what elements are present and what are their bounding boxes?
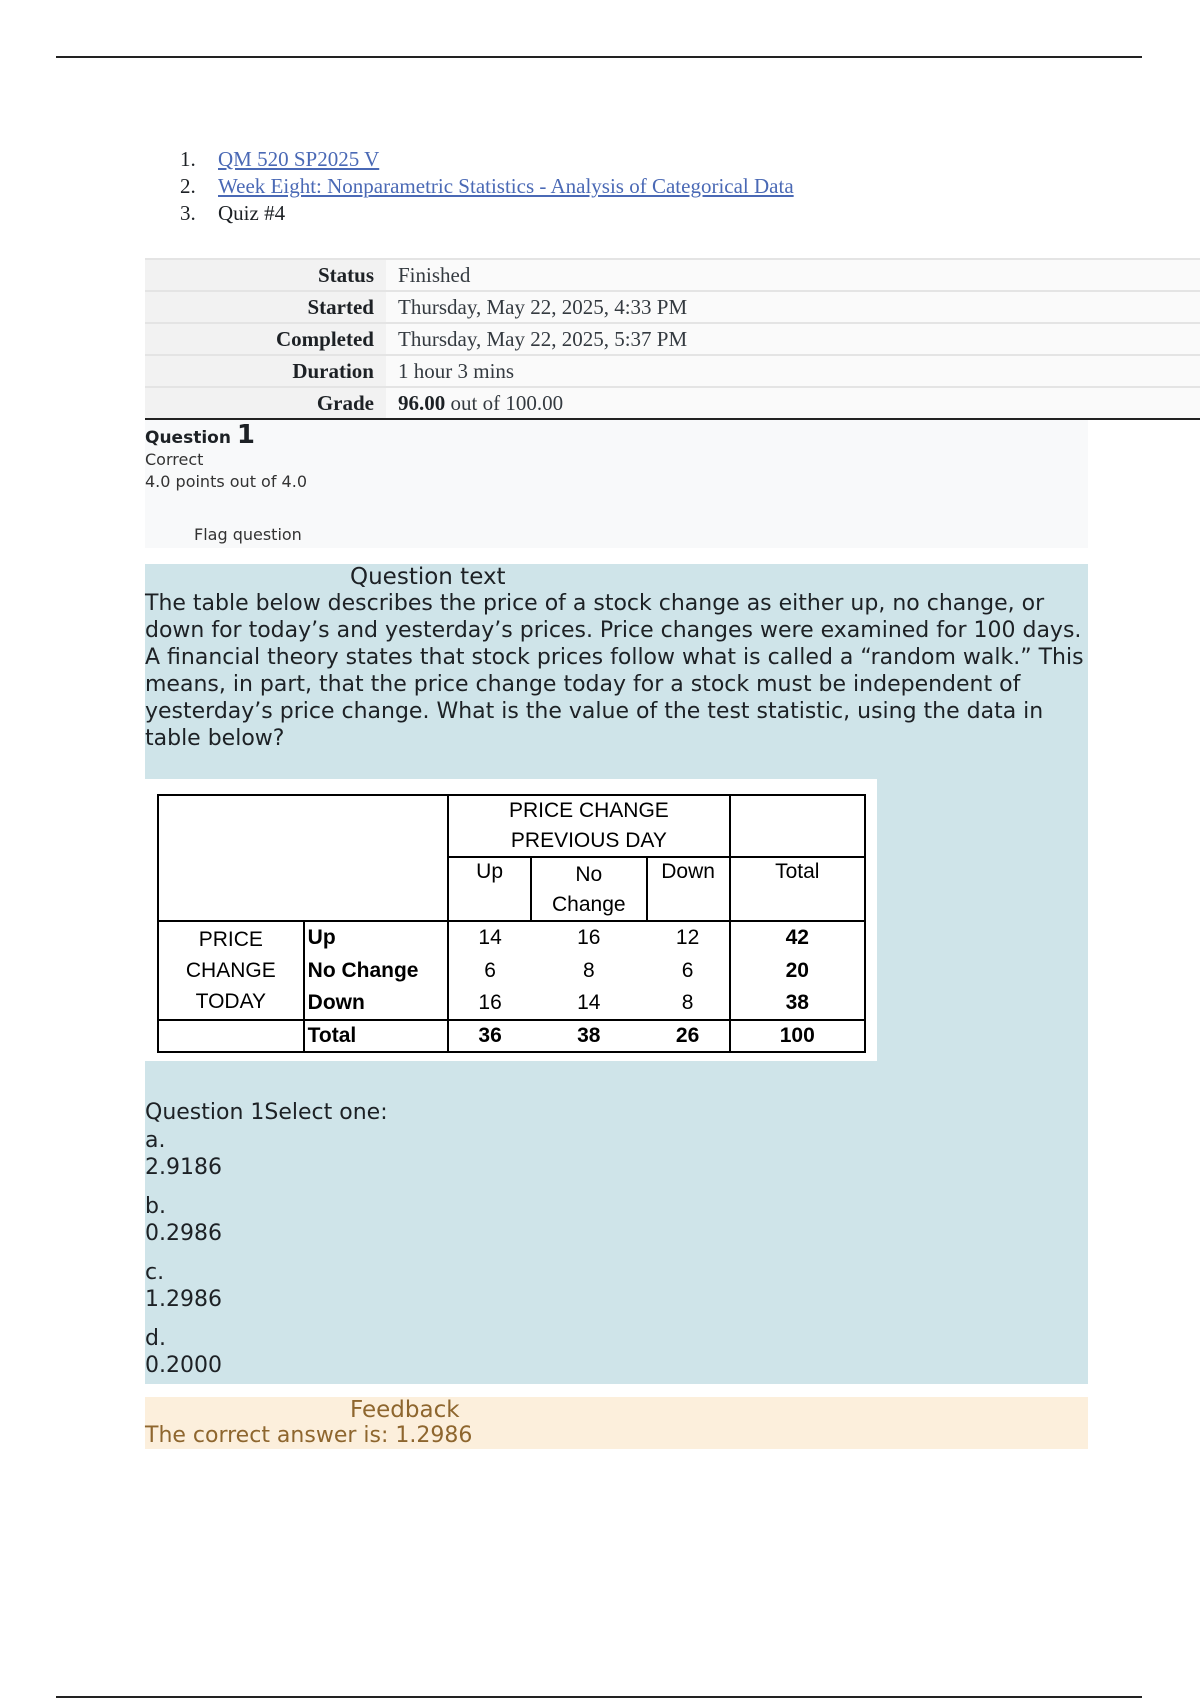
breadcrumb-link-week[interactable]: Week Eight: Nonparametric Statistics - Analysis of Categorical Data <box>218 174 794 198</box>
started-label: Started <box>145 291 386 323</box>
column-total: 38 <box>531 1020 647 1052</box>
question-number <box>145 420 255 450</box>
breadcrumb-link-course[interactable]: QM 520 SP2025 V <box>218 147 380 171</box>
breadcrumb-number: 3. <box>180 201 196 225</box>
breadcrumb-number: 2. <box>180 174 196 198</box>
breadcrumb-current: Quiz #4 <box>218 201 286 225</box>
grand-total: 100 <box>730 1020 866 1052</box>
total-row-label: Total <box>304 1020 449 1052</box>
table-cell: 6 <box>484 958 496 982</box>
option-value: 2.9186 <box>145 1155 222 1180</box>
col-group-line: PRICE CHANGE <box>508 799 669 822</box>
data-table-container <box>145 779 877 1061</box>
row-label: Down <box>304 987 449 1020</box>
table-cell: 12 <box>647 921 730 954</box>
feedback-heading: Feedback <box>350 1397 460 1423</box>
table-row <box>158 795 865 857</box>
completed-label: Completed <box>145 323 386 355</box>
col-header-no-change <box>531 857 647 921</box>
table-cell: 8 <box>647 987 730 1020</box>
row-group-line: CHANGE <box>185 959 276 982</box>
row-label: No Change <box>304 954 449 987</box>
flag-question-button[interactable]: Flag question <box>194 525 302 544</box>
option-value: 0.2986 <box>145 1221 222 1246</box>
summary-row-duration <box>145 355 1200 387</box>
table-cell: 14 <box>448 921 531 954</box>
option-letter: a. <box>145 1128 166 1153</box>
col-group-line: PREVIOUS DAY <box>510 829 667 852</box>
top-rule <box>56 56 1142 58</box>
table-cell <box>730 795 866 857</box>
breadcrumb-item <box>180 146 794 173</box>
started-value: Thursday, May 22, 2025, 4:33 PM <box>386 291 1200 323</box>
col-header-line: Change <box>552 893 626 916</box>
summary-row-completed <box>145 323 1200 355</box>
column-total: 36 <box>448 1020 531 1052</box>
summary-row-grade <box>145 387 1200 419</box>
col-header-total: Total <box>730 857 866 921</box>
table-corner-cell <box>158 795 448 921</box>
answer-option-a[interactable] <box>145 1127 222 1181</box>
bottom-rule <box>56 1696 1142 1698</box>
row-total: 20 <box>730 954 866 987</box>
answer-prompt: Question 1Select one: <box>145 1100 388 1125</box>
table-cell: 16 <box>478 991 502 1014</box>
answer-option-c[interactable] <box>145 1259 222 1313</box>
table-row-total <box>158 1020 865 1052</box>
duration-value: 1 hour 3 mins <box>386 355 1200 387</box>
table-cell: 8 <box>582 958 595 982</box>
question-grade: 4.0 points out of 4.0 <box>145 472 307 491</box>
row-group-line: PRICE <box>198 928 263 951</box>
row-total: 42 <box>730 921 866 954</box>
feedback-text: The correct answer is: 1.2986 <box>145 1423 473 1448</box>
feedback-panel <box>145 1397 1088 1449</box>
row-total: 38 <box>730 987 866 1020</box>
column-total: 26 <box>647 1020 730 1052</box>
grade-score: 96.00 <box>398 390 446 415</box>
answer-option-b[interactable] <box>145 1193 222 1247</box>
breadcrumb-item <box>180 200 794 227</box>
table-cell <box>158 1020 304 1052</box>
option-value: 1.2986 <box>145 1287 222 1312</box>
question-number-value: 1 <box>236 420 255 450</box>
table-cell: 16 <box>531 921 647 954</box>
col-header-down: Down <box>647 857 730 921</box>
breadcrumb-number: 1. <box>180 147 196 171</box>
col-header-line: No <box>575 863 603 886</box>
question-state: Correct <box>145 450 204 469</box>
question-text: The table below describes the price of a stock change as either up, no change, or down for today’s and yesterday’s prices. Price changes were examined for 100 days. A financial theory states that stock prices follow what is called a “random walk.” This means, in part, that the price change today for a stock must be independent of yesterday’s price change. What is the value of the test statistic, using the data in table below? <box>145 591 1084 751</box>
question-text-heading: Question text <box>350 564 506 590</box>
option-value: 0.2000 <box>145 1353 222 1378</box>
breadcrumb <box>180 146 794 227</box>
table-row <box>158 921 865 954</box>
contingency-table <box>157 794 866 1053</box>
question-info <box>145 420 1088 548</box>
grade-out-of: out of 100.00 <box>445 390 564 415</box>
option-letter: b. <box>145 1194 166 1219</box>
summary-row-status <box>145 259 1200 291</box>
col-group-header <box>448 795 729 857</box>
option-letter: c. <box>145 1260 165 1285</box>
status-label: Status <box>145 259 386 291</box>
question-content <box>145 564 1088 1384</box>
status-value: Finished <box>386 259 1200 291</box>
completed-value: Thursday, May 22, 2025, 5:37 PM <box>386 323 1200 355</box>
summary-row-started <box>145 291 1200 323</box>
row-label: Up <box>304 921 449 954</box>
col-header-up: Up <box>448 857 531 921</box>
row-group-header <box>158 921 304 1020</box>
row-group-line: TODAY <box>195 990 267 1013</box>
option-letter: d. <box>145 1326 166 1351</box>
quiz-summary-table <box>145 258 1200 420</box>
grade-value <box>386 387 1200 419</box>
answer-option-d[interactable] <box>145 1325 222 1379</box>
question-label: Question <box>145 428 237 448</box>
table-cell: 6 <box>647 954 730 987</box>
grade-label: Grade <box>145 387 386 419</box>
duration-label: Duration <box>145 355 386 387</box>
table-cell: 14 <box>577 991 601 1014</box>
breadcrumb-item <box>180 173 794 200</box>
